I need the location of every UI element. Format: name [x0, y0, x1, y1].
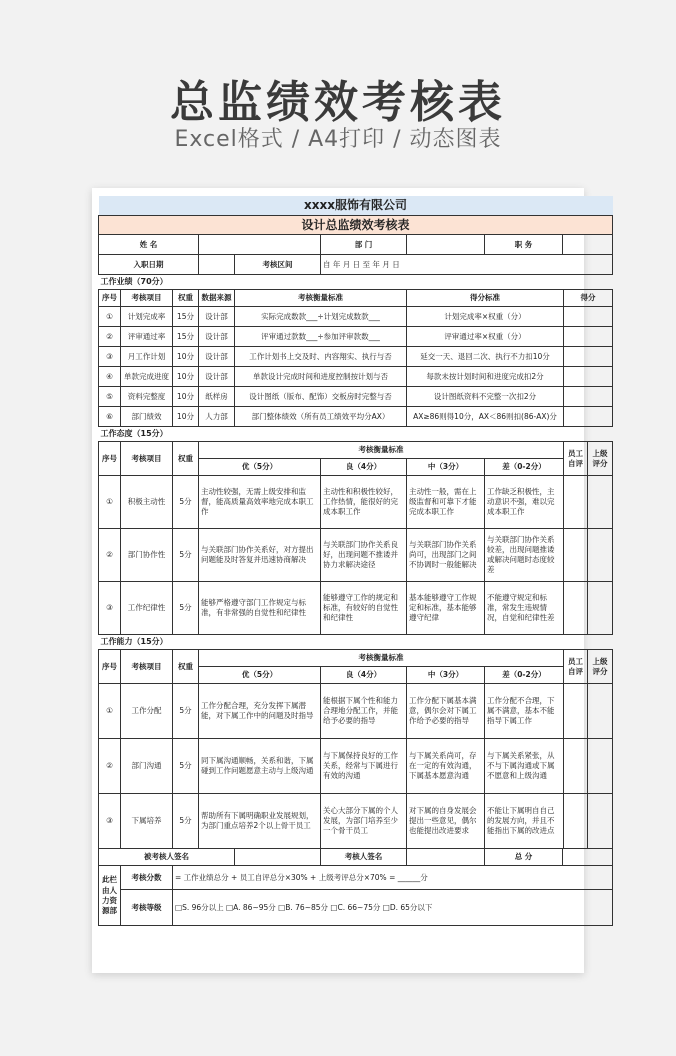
perf-row-weight: 10分	[173, 367, 199, 387]
attitude-criteria-cell: 能够严格遵守部门工作规定与标准，有非常强的自觉性和纪律性	[199, 582, 321, 635]
perf-row-weight: 10分	[173, 347, 199, 367]
abl-header-self: 员工自评	[564, 650, 588, 684]
perf-row-weight: 15分	[173, 307, 199, 327]
table-row	[99, 387, 613, 407]
perf-row-weight: 10分	[173, 407, 199, 427]
level-poor: 差（0-2分）	[485, 459, 564, 476]
table-row	[99, 367, 613, 387]
attitude-row-weight: 5分	[173, 476, 199, 529]
perf-row-item: 资料完整度	[121, 387, 173, 407]
ability-self-score-input[interactable]	[564, 739, 588, 794]
hero-subtitle: Excel格式 / A4打印 / 动态图表	[174, 127, 502, 152]
attitude-row-no: ②	[99, 529, 121, 582]
table-row	[99, 307, 613, 327]
performance-section: 工作业绩（70分）	[99, 275, 613, 290]
level-excellent: 优（5分）	[199, 459, 321, 476]
entry-date-input[interactable]	[199, 255, 235, 275]
attitude-criteria-cell: 主动性较强，无需上级安排和监督，能高质量高效率地完成本职工作	[199, 476, 321, 529]
attitude-section: 工作态度（15分）	[99, 427, 613, 442]
ability-row-weight: 5分	[173, 739, 199, 794]
attitude-criteria-cell: 与关联部门协作关系较差，出现问题推诿或解决问题时态度较差	[485, 529, 564, 582]
perf-row-item: 部门绩效	[121, 407, 173, 427]
ability-self-score-input[interactable]	[564, 794, 588, 849]
perf-row-standard: 实际完成数款___÷计划完成数款___	[235, 307, 407, 327]
ability-section: 工作能力（15分）	[99, 635, 613, 650]
attitude-criteria-cell: 与关联部门协作关系好，对方提出问题能及时答复并迅速协商解决	[199, 529, 321, 582]
perf-row-score-std: AX≥86则得10分，AX＜86则扣(86-AX)分	[407, 407, 564, 427]
perf-row-score-input[interactable]	[564, 347, 613, 367]
perf-header-item: 考核项目	[121, 290, 173, 307]
ability-criteria-cell: 工作分配合理，充分发挥下属潜能，对下属工作中的问题及时指导	[199, 684, 321, 739]
abl-header-item: 考核项目	[121, 650, 173, 684]
perf-row-score-std: 延交一天、退回二次、执行不力扣10分	[407, 347, 564, 367]
table-row	[99, 684, 613, 739]
ability-row-item: 工作分配	[121, 684, 173, 739]
abl-header-boss: 上级评分	[588, 650, 613, 684]
appraisal-sheet	[98, 196, 608, 926]
attitude-row-item: 积极主动性	[121, 476, 173, 529]
abl-header-standard: 考核衡量标准	[199, 650, 564, 667]
perf-row-score-input[interactable]	[564, 327, 613, 347]
ability-row-no: ②	[99, 739, 121, 794]
ability-criteria-cell: 与下属关系尚可，存在一定的有效沟通，下属基本愿意沟通	[407, 739, 485, 794]
ability-criteria-cell: 不能让下属明自自己的发展方向，并且不能指出下属的改进点	[485, 794, 564, 849]
table-row	[99, 407, 613, 427]
grade-options[interactable]: □S. 96分以上 □A. 86~95分 □B. 76~85分 □C. 66~75分 □D. 65分以下	[173, 890, 613, 926]
perf-row-score-std: 每款未按计划时间和进度完成扣2分	[407, 367, 564, 387]
perf-row-no: ⑥	[99, 407, 121, 427]
perf-row-item: 计划完成率	[121, 307, 173, 327]
ability-self-score-input[interactable]	[564, 684, 588, 739]
perf-row-item: 评审通过率	[121, 327, 173, 347]
ability-boss-score-input[interactable]	[588, 794, 613, 849]
abl-level-excellent: 优（5分）	[199, 667, 321, 684]
attitude-criteria-cell: 工作缺乏积极性，主动意识不强，难以完成本职工作	[485, 476, 564, 529]
attitude-criteria-cell: 不能遵守规定和标准，常发生违规情况，自觉和纪律性差	[485, 582, 564, 635]
table-row	[99, 582, 613, 635]
ability-row-item: 下属培养	[121, 794, 173, 849]
ability-criteria-cell: 与下属保持良好的工作关系，经常与下属进行有效的沟通	[321, 739, 407, 794]
examiner-sign-input[interactable]	[407, 849, 485, 866]
ability-boss-score-input[interactable]	[588, 739, 613, 794]
table-row	[99, 347, 613, 367]
perf-header-score-std: 得分标准	[407, 290, 564, 307]
attitude-self-score-input[interactable]	[564, 582, 588, 635]
perf-header-weight: 权重	[173, 290, 199, 307]
perf-row-score-input[interactable]	[564, 407, 613, 427]
ability-row-weight: 5分	[173, 794, 199, 849]
attitude-criteria-cell: 基本能够遵守工作规定和标准，基本能够遵守纪律	[407, 582, 485, 635]
attitude-row-weight: 5分	[173, 529, 199, 582]
attitude-boss-score-input[interactable]	[588, 582, 613, 635]
period-label: 考核区间	[235, 255, 321, 275]
position-input[interactable]	[563, 235, 613, 255]
att-header-boss: 上级评分	[588, 442, 613, 476]
form-paper	[92, 188, 608, 973]
attitude-criteria-cell: 主动性一般，需在上级监督和可靠下才能完成本职工作	[407, 476, 485, 529]
perf-row-score-input[interactable]	[564, 387, 613, 407]
perf-row-no: ②	[99, 327, 121, 347]
abl-level-medium: 中（3分）	[407, 667, 485, 684]
abl-level-poor: 差（0-2分）	[485, 667, 564, 684]
table-row	[99, 529, 613, 582]
attitude-row-no: ③	[99, 582, 121, 635]
examinee-sign-input[interactable]	[235, 849, 321, 866]
abl-header-weight: 权重	[173, 650, 199, 684]
perf-row-source: 设计部	[199, 367, 235, 387]
dept-input[interactable]	[407, 235, 485, 255]
perf-row-no: ①	[99, 307, 121, 327]
perf-header-no: 序号	[99, 290, 121, 307]
examinee-sign-label: 被考核人签名	[99, 849, 235, 866]
perf-row-standard: 部门整体绩效（所有员工绩效平均分AX）	[235, 407, 407, 427]
perf-row-score-std: 计划完成率×权重（分）	[407, 307, 564, 327]
table-row	[99, 739, 613, 794]
total-input[interactable]	[563, 849, 613, 866]
table-row	[99, 794, 613, 849]
perf-row-source: 设计部	[199, 327, 235, 347]
attitude-self-score-input[interactable]	[564, 476, 588, 529]
perf-header-source: 数据来源	[199, 290, 235, 307]
att-header-standard: 考核衡量标准	[199, 442, 564, 459]
abl-level-good: 良（4分）	[321, 667, 407, 684]
name-label: 姓 名	[99, 235, 199, 255]
entry-date-label: 入职日期	[99, 255, 199, 275]
dept-label: 部 门	[321, 235, 407, 255]
att-header-item: 考核项目	[121, 442, 173, 476]
attitude-self-score-input[interactable]	[564, 529, 588, 582]
perf-row-weight: 10分	[173, 387, 199, 407]
perf-row-score-input[interactable]	[564, 367, 613, 387]
perf-row-standard: 工作计划书上交及时、内容翔实、执行与否	[235, 347, 407, 367]
perf-row-source: 设计部	[199, 307, 235, 327]
ability-boss-score-input[interactable]	[588, 684, 613, 739]
score-formula[interactable]: = 工作业绩总分 + 员工自评总分×30% + 上级考评总分×70% = ______分	[173, 866, 613, 890]
table-row	[99, 476, 613, 529]
table-row	[99, 327, 613, 347]
attitude-boss-score-input[interactable]	[588, 529, 613, 582]
attitude-row-no: ①	[99, 476, 121, 529]
ability-row-weight: 5分	[173, 684, 199, 739]
attitude-boss-score-input[interactable]	[588, 476, 613, 529]
hr-note: 此栏由人力资源部	[99, 866, 121, 926]
perf-row-score-input[interactable]	[564, 307, 613, 327]
name-input[interactable]	[199, 235, 321, 255]
attitude-criteria-cell: 主动性和积极性较好，工作热情，能很好的完成本职工作	[321, 476, 407, 529]
att-header-no: 序号	[99, 442, 121, 476]
ability-criteria-cell: 同下属沟通顺畅，关系和谐，下属碰到工作问题愿意主动与上级沟通	[199, 739, 321, 794]
attitude-criteria-cell: 与关联部门协作关系良好，出现问题不推诿并协力求解决途径	[321, 529, 407, 582]
ability-criteria-cell: 对下属的自身发展会提出一些意见，偶尔也能提出改进要求	[407, 794, 485, 849]
att-header-weight: 权重	[173, 442, 199, 476]
abl-header-no: 序号	[99, 650, 121, 684]
perf-row-score-std: 评审通过率×权重（分）	[407, 327, 564, 347]
attitude-criteria-cell: 能够遵守工作的规定和标准，有较好的自觉性和纪律性	[321, 582, 407, 635]
ability-criteria-cell: 关心大部分下属的个人发展，为部门培养至少一个骨干员工	[321, 794, 407, 849]
level-good: 良（4分）	[321, 459, 407, 476]
ability-row-no: ①	[99, 684, 121, 739]
perf-row-source: 纸样房	[199, 387, 235, 407]
perf-row-item: 单款完成进度	[121, 367, 173, 387]
level-medium: 中（3分）	[407, 459, 485, 476]
ability-row-item: 部门沟通	[121, 739, 173, 794]
perf-header-standard: 考核衡量标准	[235, 290, 407, 307]
ability-criteria-cell: 能根据下属个性和能力合理地分配工作，并能给予必要的指导	[321, 684, 407, 739]
form-title: 设计总监绩效考核表	[99, 216, 613, 235]
grade-label: 考核等级	[121, 890, 173, 926]
total-label: 总 分	[485, 849, 563, 866]
attitude-row-weight: 5分	[173, 582, 199, 635]
perf-header-score: 得分	[564, 290, 613, 307]
position-label: 职 务	[485, 235, 563, 255]
perf-row-item: 月工作计划	[121, 347, 173, 367]
att-header-self: 员工自评	[564, 442, 588, 476]
perf-row-standard: 单款设计完成时间和进度控制按计划与否	[235, 367, 407, 387]
perf-row-no: ⑤	[99, 387, 121, 407]
perf-row-no: ③	[99, 347, 121, 367]
examiner-sign-label: 考核人签名	[321, 849, 407, 866]
attitude-row-item: 工作纪律性	[121, 582, 173, 635]
appraisal-table	[98, 196, 613, 926]
perf-row-standard: 设计图纸（版布、配饰）交板房时完整与否	[235, 387, 407, 407]
hero-title: 总监绩效考核表	[170, 77, 506, 128]
perf-row-standard: 评审通过款数___÷参加评审款数___	[235, 327, 407, 347]
period-value[interactable]: 自 年 月 日 至 年 月 日	[321, 255, 613, 275]
ability-criteria-cell: 与下属关系紧张，从不与下属沟通或下属不愿意和上级沟通	[485, 739, 564, 794]
ability-row-no: ③	[99, 794, 121, 849]
perf-row-source: 人力部	[199, 407, 235, 427]
perf-row-weight: 15分	[173, 327, 199, 347]
attitude-row-item: 部门协作性	[121, 529, 173, 582]
perf-row-source: 设计部	[199, 347, 235, 367]
perf-row-no: ④	[99, 367, 121, 387]
ability-criteria-cell: 帮助所有下属明确职业发展规划，为部门重点培养2个以上骨干员工	[199, 794, 321, 849]
ability-criteria-cell: 工作分配不合理，下属不满意，基本不能指导下属工作	[485, 684, 564, 739]
attitude-criteria-cell: 与关联部门协作关系尚可，出现部门之间不协调时一般能解决	[407, 529, 485, 582]
score-label: 考核分数	[121, 866, 173, 890]
company-name: xxxx服饰有限公司	[99, 196, 613, 216]
ability-criteria-cell: 工作分配下属基本满意，偶尔会对下属工作给予必要的指导	[407, 684, 485, 739]
perf-row-score-std: 设计图纸资料不完整一次扣2分	[407, 387, 564, 407]
